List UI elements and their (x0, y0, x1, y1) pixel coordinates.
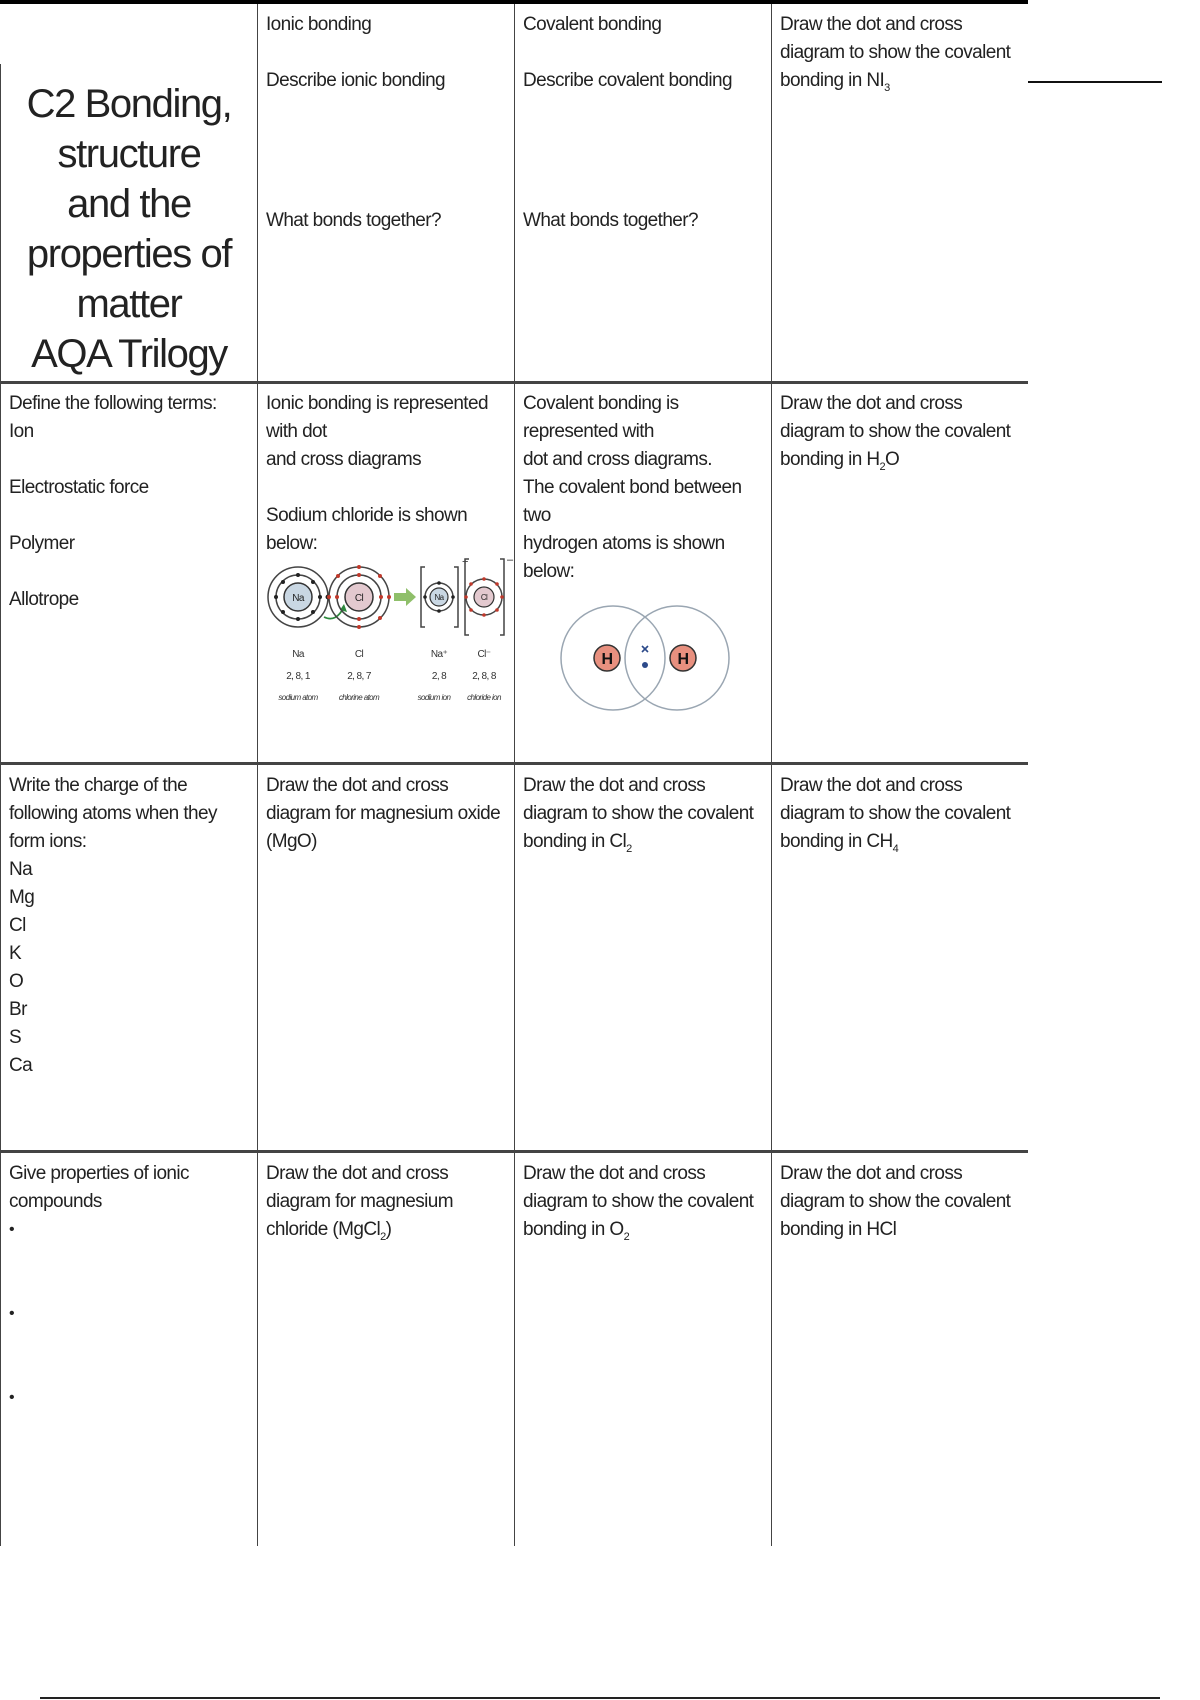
hcl-cell (771, 1153, 1028, 1546)
label-na-ion: Na⁺ (430, 649, 448, 660)
mgcl2-cell (257, 1153, 514, 1546)
ni3-prompt: Draw the dot and cross diagram to show the covalent bonding in $NI_3$ (780, 14, 1016, 94)
atom-br: Br (9, 999, 27, 1020)
ionic-bonding-cell (257, 4, 514, 381)
ion-charges-cell (0, 765, 257, 1150)
chloride-ion-symbol: Cl (480, 593, 488, 602)
chlorine-atom-symbol: Cl (354, 593, 364, 604)
atom-na: Na (9, 859, 33, 880)
covalent-what-bonds: What bonds together? (523, 210, 698, 231)
shared-electron-pair (642, 646, 648, 668)
sodium-atom-symbol: Na (292, 593, 304, 604)
config-na: 2, 8, 1 (286, 671, 310, 682)
atom-ca: Ca (9, 1055, 33, 1076)
name-sodium-atom: sodium atom (278, 693, 318, 702)
charges-heading: Write the charge of the following atoms when they form ions: (9, 775, 222, 852)
term-polymer: Polymer (9, 533, 75, 554)
h2o-prompt: Draw the dot and cross diagram to show the covalent bonding in $H_2O$ (780, 393, 1016, 473)
ionic-rep-line-1: Ionic bonding is represented with dot (266, 393, 493, 442)
atom-s: S (9, 1027, 22, 1048)
sodium-ion-symbol: Na (434, 593, 444, 602)
ni3-cell (771, 4, 1028, 381)
ionic-representation-cell (257, 383, 514, 762)
title-line-1: C2 Bonding, structure (26, 82, 232, 176)
property-bullet-3: • (9, 1389, 15, 1406)
label-cl: Cl (354, 649, 364, 660)
hydrogen-right-symbol: H (677, 651, 689, 668)
term-electrostatic-force: Electrostatic force (9, 477, 149, 498)
property-bullet-1: • (9, 1221, 15, 1238)
mgo-cell (257, 765, 514, 1150)
o2-prompt: Draw the dot and cross diagram to show the covalent bonding in $O_2$ (523, 1163, 759, 1243)
ionic-rep-line-2: and cross diagrams (266, 449, 421, 470)
hcl-prompt: Draw the dot and cross diagram to show the covalent bonding in HCl (780, 1163, 1016, 1240)
atom-k: K (9, 943, 22, 964)
covalent-rep-line-2: dot and cross diagrams. (523, 449, 712, 470)
atom-cl: Cl (9, 915, 26, 936)
h2o-cell (771, 383, 1028, 762)
atom-o: O (9, 971, 24, 992)
atom-mg: Mg (9, 887, 35, 908)
name-chloride-ion: chloride ion (467, 693, 501, 702)
covalent-rep-line-4: hydrogen atoms is shown below: (523, 533, 730, 582)
name-chlorine-atom: chlorine atom (338, 693, 380, 702)
title-line-2: and the properties of (26, 182, 232, 276)
ionic-what-bonds: What bonds together? (266, 210, 441, 231)
mgo-prompt: Draw the dot and cross diagram for magnesium oxide (MgO) (266, 775, 505, 852)
title-line-3: matter (76, 282, 182, 326)
worksheet-title (0, 64, 257, 384)
hydrogen-molecule-diagram (555, 563, 735, 753)
sodium-atom-diagram (268, 567, 331, 627)
hydrogen-left-symbol: H (601, 651, 613, 668)
mgcl2-prompt: Draw the dot and cross diagram for magnesium chloride (MgCl$_2$) (266, 1163, 458, 1243)
covalent-rep-line-3: The covalent bond between two (523, 477, 747, 526)
covalent-representation-cell (514, 383, 771, 762)
ionic-properties-cell (0, 1153, 257, 1546)
sodium-ion-charge: + (462, 556, 468, 568)
covalent-bonding-cell (514, 4, 771, 381)
reaction-arrow (394, 588, 416, 606)
term-ion: Ion (9, 421, 34, 442)
property-bullet-2: • (9, 1305, 15, 1322)
label-cl-ion: Cl⁻ (477, 649, 491, 660)
config-na-ion: 2, 8 (431, 671, 447, 682)
ionic-heading: Ionic bonding (266, 14, 372, 35)
config-cl-ion: 2, 8, 8 (472, 671, 496, 682)
name-sodium-ion: sodium ion (417, 693, 451, 702)
footer-rule (40, 1697, 1160, 1699)
o2-cell (514, 1153, 771, 1546)
label-na: Na (292, 649, 304, 660)
covalent-describe: Describe covalent bonding (523, 70, 732, 91)
cl2-cell (514, 765, 771, 1150)
sodium-ion-diagram (421, 556, 468, 627)
covalent-rep-line-1: Covalent bonding is represented with (523, 393, 684, 442)
config-cl: 2, 8, 7 (347, 671, 371, 682)
chloride-ion-diagram (464, 554, 514, 635)
covalent-heading: Covalent bonding (523, 14, 662, 35)
ionic-rep-line-3: Sodium chloride is shown below: (266, 505, 472, 554)
term-allotrope: Allotrope (9, 589, 79, 610)
cl2-prompt: Draw the dot and cross diagram to show the covalent bonding in $Cl_2$ (523, 775, 759, 855)
chloride-ion-charge: – (507, 554, 513, 566)
sodium-chloride-diagram (266, 554, 513, 735)
margin-rule (1028, 81, 1162, 83)
ch4-prompt: Draw the dot and cross diagram to show the covalent bonding in $CH_4$ (780, 775, 1016, 855)
ch4-cell (771, 765, 1028, 1150)
define-terms-cell (0, 383, 257, 762)
ionic-describe: Describe ionic bonding (266, 70, 446, 91)
define-heading: Define the following terms: (9, 393, 217, 414)
properties-heading: Give properties of ionic compounds (9, 1163, 194, 1212)
title-line-4: AQA Trilogy (31, 332, 227, 376)
chlorine-atom-diagram (327, 565, 391, 629)
